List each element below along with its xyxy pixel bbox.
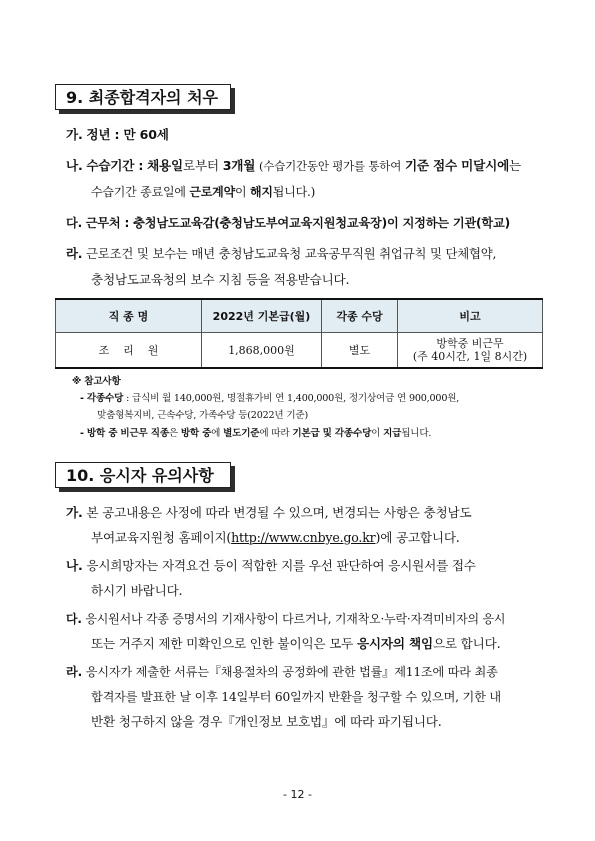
item-marker: 나. xyxy=(66,158,83,173)
s10-item-a-cont xyxy=(91,530,460,546)
text: 에 따라 xyxy=(259,428,290,439)
text-bold: 별도기준 xyxy=(223,428,260,439)
text: 충청남도교육청의 보수 지침 등을 적용받습니다. xyxy=(91,272,350,287)
cell-salary: 1,868,000원 xyxy=(202,333,322,369)
s10-item-c xyxy=(66,611,505,627)
text: 부여교육지원청 홈페이지( xyxy=(91,530,232,545)
workplace: 근무처 : 충청남도교육감(충청남도부여교육지원청교육장)이 지정하는 기관(학교) xyxy=(85,216,510,230)
col-allowance: 각종 수당 xyxy=(322,299,398,333)
three-months: 3개월 xyxy=(222,158,256,173)
remark-line: 방학중 비근무 xyxy=(436,337,504,350)
text: 으로 합니다. xyxy=(432,636,501,651)
text: 됩니다.) xyxy=(272,185,316,199)
probation-label: 수습기간 : xyxy=(86,158,144,173)
page-number: - 12 - xyxy=(283,788,312,801)
text: 근로조건 및 보수는 매년 충청남도교육청 교육공무직원 취업규칙 및 단체협약, xyxy=(86,246,497,261)
item-marker: 라. xyxy=(66,665,83,679)
below-standard: 기준 점수 미달시에 xyxy=(404,158,510,173)
s10-item-b-cont: 하시기 바랍니다. xyxy=(91,583,183,598)
text: 은 xyxy=(168,428,178,439)
text: 응시희망자는 자격요건 등이 적합한 지를 우선 판단하여 응시원서를 접수 xyxy=(86,558,476,573)
item-marker: 가. xyxy=(66,127,83,142)
col-remark: 비고 xyxy=(398,299,543,333)
cell-remark xyxy=(398,333,543,369)
remark-line: (주 40시간, 1일 8시간) xyxy=(412,350,528,363)
text: 에 xyxy=(211,428,221,439)
s9-item-d xyxy=(66,246,496,262)
note-lead: - 각종수당 xyxy=(80,393,124,404)
col-salary: 2022년 기본급(월) xyxy=(202,299,322,333)
note-1-cont: 맞춤형복지비, 근속수당, 가족수당 등(2022년 기준) xyxy=(97,410,309,421)
s10-item-a xyxy=(66,505,471,521)
s10-item-d-cont2: 반환 청구하지 않을 경우『개인정보 보호법』에 따라 파기됩니다. xyxy=(91,714,442,729)
note-1 xyxy=(80,393,459,405)
text: 이 xyxy=(234,185,247,199)
table-row xyxy=(56,333,543,369)
text: 또는 거주지 제한 미확인으로 인한 불이익은 모두 xyxy=(91,636,354,651)
text: 본 공고내용은 사정에 따라 변경될 수 있으며, 변경되는 사항은 충청남도 xyxy=(86,505,472,520)
text: 는 xyxy=(509,158,521,173)
notes-heading: ※ 참고사항 xyxy=(72,376,121,387)
item-marker: 다. xyxy=(66,612,82,626)
note-2 xyxy=(80,428,431,440)
retirement-age: 정년 : 만 60세 xyxy=(86,127,169,142)
text: 수습기간 종료일에 xyxy=(91,185,186,199)
text: : 급식비 월 140,000원, 명절휴가비 연 1,400,000원, 정기상여금 연 900,000원, xyxy=(126,393,460,404)
section-9-title: 9. 최종합격자의 처우 xyxy=(55,84,231,110)
text: )에 공고합니다. xyxy=(375,530,460,545)
applicant-responsibility: 응시자의 책임 xyxy=(356,636,433,651)
item-marker: 가. xyxy=(66,505,83,520)
s9-item-d-cont xyxy=(91,272,349,288)
item-marker: 나. xyxy=(66,558,83,573)
text: 로부터 xyxy=(182,158,219,173)
s9-item-b-cont xyxy=(91,184,315,200)
s9-item-c xyxy=(66,215,510,231)
s10-item-d xyxy=(66,664,498,680)
s9-item-b xyxy=(66,158,521,174)
text-bold: 지급 xyxy=(383,428,402,439)
cell-job: 조 리 원 xyxy=(56,333,202,369)
labor-contract: 근로계약 xyxy=(189,185,235,199)
text: 응시원서나 각종 증명서의 기재사항이 다르거나, 기재착오·누락·자격미비자의 응시 xyxy=(85,612,506,626)
salary-table xyxy=(55,298,543,369)
text-bold: 기본급 및 각종수당 xyxy=(292,428,372,439)
s10-item-d-cont: 합격자를 발표한 날 이후 14일부터 60일까지 반환을 청구할 수 있으며, 기한 내 xyxy=(91,690,501,704)
homepage-link[interactable]: http://www.cnbye.go.kr xyxy=(231,530,376,545)
text-bold: 방학 중 xyxy=(180,428,212,439)
table-header-row xyxy=(56,299,543,333)
hire-date: 채용일 xyxy=(147,158,183,173)
note-lead: - 방학 중 비근무 직종 xyxy=(80,428,169,439)
item-marker: 라. xyxy=(66,246,83,261)
col-job: 직 종 명 xyxy=(56,299,202,333)
s9-item-a xyxy=(66,127,169,143)
item-marker: 다. xyxy=(66,216,83,230)
text: (수습기간동안 평가를 통하여 xyxy=(259,159,402,173)
section-10-title: 10. 응시자 유의사항 xyxy=(55,462,231,488)
termination: 해지 xyxy=(250,185,273,199)
text: 이 xyxy=(371,428,381,439)
s10-item-c-cont xyxy=(91,636,500,652)
s10-item-b xyxy=(66,558,476,574)
cell-allowance: 별도 xyxy=(322,333,398,369)
text: 됩니다. xyxy=(401,428,432,439)
text: 응시자가 제출한 서류는『채용절차의 공정화에 관한 법률』제11조에 따라 최종 xyxy=(85,665,498,679)
